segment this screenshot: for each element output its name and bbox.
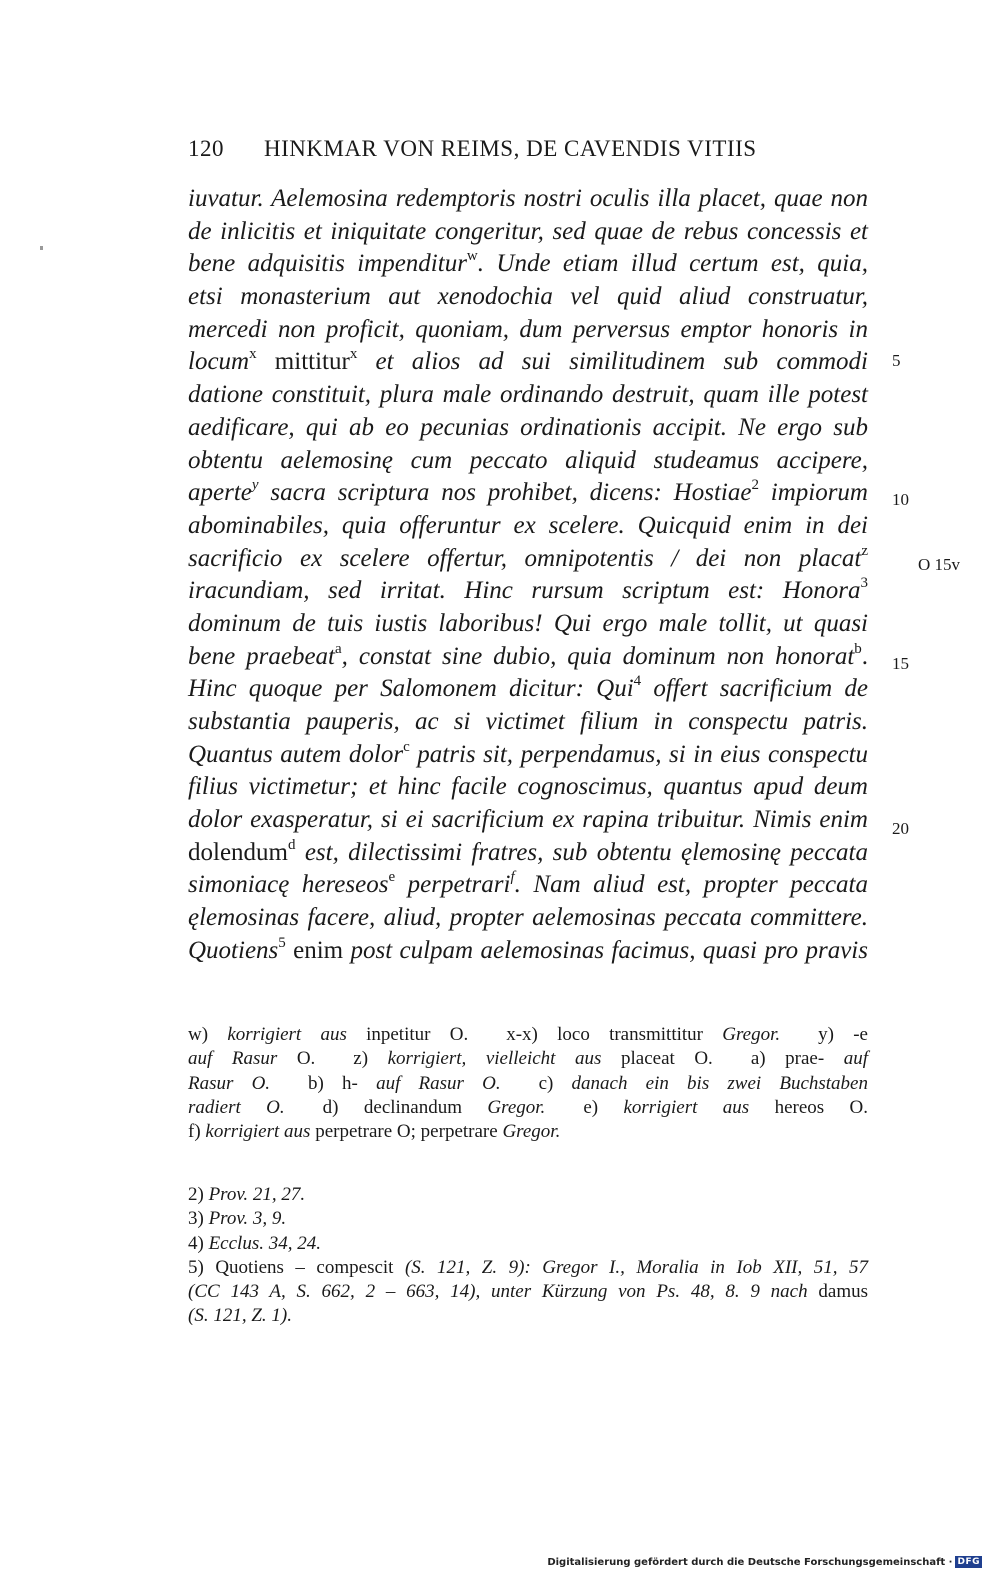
- line-text: de inlicitis et iniquitate congeritur, sed quae de rebus concessis et: [188, 217, 868, 245]
- apparatus-text: inpetitur O.: [346, 1024, 469, 1045]
- text-line: [188, 314, 868, 347]
- note-text: Prov. 21, 27.: [208, 1184, 306, 1205]
- apparatus-text: f): [188, 1121, 206, 1143]
- text-line: [188, 216, 868, 249]
- funding-footer: [547, 1556, 982, 1568]
- note-text: (S. 121, Z. 9): Gregor I., Moralia in Iob XII, 51, 57: [404, 1256, 868, 1278]
- apparatus-text: a) prae-: [750, 1048, 844, 1070]
- footnote-mark: 4: [633, 673, 642, 690]
- apparatus-mark: x: [249, 346, 257, 363]
- line-text: datione constituit, plura male ordinando destruit, quam ille potest: [188, 381, 868, 409]
- apparatus-text: hereos O.: [749, 1096, 869, 1118]
- note-number: 5) Quotiens – compescit: [188, 1256, 405, 1278]
- source-note-continued: [188, 1280, 868, 1304]
- line-text: .: [861, 642, 869, 670]
- source-notes: [188, 1183, 868, 1329]
- running-title: HINKMAR VON REIMS, DE CAVENDIS VITIIS: [264, 136, 757, 161]
- apparatus-mark: y: [251, 477, 259, 494]
- source-note: [188, 1256, 868, 1280]
- apparatus-text: korrigiert aus: [227, 1024, 347, 1045]
- apparatus-line: [188, 1120, 868, 1144]
- apparatus-text: d) declinandum: [322, 1096, 488, 1118]
- apparatus-mark: w: [466, 248, 478, 265]
- apparatus-line: [188, 1023, 868, 1047]
- apparatus-text: y) -e: [818, 1024, 868, 1045]
- line-text: mittitur: [256, 348, 350, 376]
- dfg-logo-icon: DFG: [957, 1557, 980, 1567]
- apparatus-text: auf Rasur O.: [376, 1072, 501, 1094]
- line-text: sacra scriptura nos prohibet, dicens: Hostiae: [258, 479, 752, 507]
- apparatus-text: b) h-: [308, 1072, 377, 1094]
- apparatus-text: O.: [277, 1048, 316, 1070]
- note-text: Ecclus. 34, 24.: [208, 1232, 321, 1254]
- line-text: bene adquisitis impenditur: [188, 250, 467, 278]
- text-line: [188, 183, 868, 216]
- text-line: [188, 477, 868, 510]
- text-line: [188, 869, 868, 902]
- note-text: (S. 121, Z. 1).: [188, 1305, 292, 1327]
- apparatus-text: korrigiert aus: [623, 1096, 750, 1118]
- funding-text: Digitalisierung gefördert durch die Deutsche Forschungsgemeinschaft ·: [547, 1556, 953, 1568]
- apparatus-text: w): [188, 1024, 228, 1045]
- text-line: [188, 379, 868, 412]
- text-line: [188, 902, 868, 935]
- line-number: 5: [892, 351, 901, 370]
- apparatus-mark: f: [510, 869, 515, 886]
- line-text: dolor exasperatur, si ei sacrificium ex rapina tribuitur. Nimis enim: [188, 806, 868, 834]
- line-text: dominum de tuis iustis laboribus! Qui ergo male tollit, ut quasi: [188, 609, 868, 637]
- line-text: perpetrari: [395, 871, 511, 899]
- line-text: locum: [188, 348, 250, 376]
- apparatus-text: Gregor.: [502, 1121, 561, 1143]
- critical-apparatus: [188, 1023, 868, 1144]
- text-line: [188, 575, 868, 608]
- line-text: iuvatur. Aelemosina redemptoris nostri oculis illa placet, quae non: [188, 185, 868, 212]
- apparatus-text: auf: [843, 1048, 869, 1070]
- apparatus-text: e): [583, 1096, 624, 1118]
- apparatus-text: korrigiert, vielleicht aus: [387, 1048, 602, 1070]
- apparatus-text: danach ein bis zwei Buchstaben: [571, 1072, 868, 1094]
- note-text: damus: [807, 1281, 868, 1303]
- footnote-mark: 2: [751, 477, 759, 494]
- apparatus-text: radiert O.: [188, 1096, 285, 1118]
- text-line: [188, 837, 868, 870]
- apparatus-text: Gregor.: [722, 1024, 781, 1045]
- text-line: [188, 248, 868, 281]
- apparatus-text: c): [538, 1072, 572, 1094]
- line-text: Quantus autem dolor: [188, 740, 404, 768]
- line-text: sacrificio ex scelere offertur, omnipotentis / dei non placat: [188, 544, 862, 572]
- apparatus-mark: d: [288, 836, 296, 853]
- line-text: et alios ad sui similitudinem sub commodi: [357, 348, 869, 376]
- apparatus-mark: x: [349, 346, 358, 363]
- line-text: , constat sine dubio, quia dominum non honorat: [341, 642, 855, 670]
- source-note: [188, 1232, 868, 1256]
- line-text: impiorum: [758, 479, 868, 507]
- line-text: mercedi non proficit, quoniam, dum perversus emptor honoris in: [188, 315, 868, 343]
- line-text: filius victimetur; et hinc facile cognoscimus, quantus apud deum: [188, 773, 868, 801]
- apparatus-text: auf Rasur: [188, 1048, 278, 1070]
- text-line: [188, 673, 868, 706]
- line-text: etsi monasterium aut xenodochia vel quid aliud construatur,: [188, 283, 868, 311]
- note-number: 4): [188, 1232, 209, 1254]
- apparatus-line: [188, 1047, 868, 1071]
- source-note-continued: [188, 1304, 868, 1328]
- line-text: est, dilectissimi fratres, sub obtentu ęlemosinę peccata: [295, 838, 868, 866]
- apparatus-mark: a: [335, 640, 342, 657]
- apparatus-text: Gregor.: [487, 1096, 546, 1118]
- apparatus-text: korrigiert aus: [205, 1121, 311, 1143]
- text-line: [188, 510, 868, 543]
- note-number: 3): [188, 1208, 209, 1230]
- line-text: Hinc quoque per Salomonem dicitur: Qui: [188, 675, 634, 703]
- source-note: [188, 1183, 868, 1207]
- line-text: simoniacę hereseos: [188, 871, 389, 899]
- apparatus-mark: e: [388, 869, 396, 886]
- folio-mark: O 15v: [918, 555, 961, 574]
- text-line: [188, 739, 868, 772]
- text-line: [188, 804, 868, 837]
- line-text: post culpam aelemosinas facimus, quasi pro pravis: [350, 936, 868, 964]
- text-line: [188, 771, 868, 804]
- line-text: aedificare, qui ab eo pecunias ordinationis accipit. Ne ergo sub: [188, 413, 868, 441]
- line-text: dolendum: [188, 838, 288, 866]
- line-text: bene praebeat: [188, 642, 335, 670]
- line-text: patris sit, perpendamus, si in eius conspectu: [409, 740, 869, 768]
- apparatus-text: placeat O.: [601, 1048, 713, 1070]
- text-line: [188, 641, 868, 674]
- line-text: aperte: [188, 479, 252, 507]
- line-text: Quotiens: [188, 936, 279, 964]
- apparatus-text: z): [353, 1048, 388, 1070]
- apparatus-mark: b: [854, 640, 862, 657]
- main-text: [188, 183, 868, 968]
- apparatus-text: perpetrare O; perpetrare: [310, 1121, 503, 1143]
- note-text: (CC 143 A, S. 662, 2 – 663, 14), unter Kürzung von Ps. 48, 8. 9 nach: [188, 1281, 808, 1303]
- text-line: [188, 935, 868, 968]
- line-text: obtentu aelemosinę cum peccato aliquid studeamus accipere,: [188, 446, 868, 474]
- apparatus-text: Rasur O.: [188, 1072, 271, 1094]
- text-line: [188, 608, 868, 641]
- line-text: enim: [285, 936, 351, 964]
- line-text: iracundiam, sed irritat. Hinc rursum scriptum est: Honora: [188, 577, 861, 605]
- line-text: abominabiles, quia offeruntur ex scelere. Quicquid enim in dei: [188, 511, 868, 539]
- footnote-mark: 3: [860, 575, 868, 592]
- text-line: [188, 543, 868, 576]
- apparatus-mark: c: [403, 738, 410, 755]
- text-line: [188, 706, 868, 739]
- scan-speck: [40, 246, 43, 250]
- apparatus-text: x-x) loco transmittitur: [506, 1024, 723, 1045]
- source-note: [188, 1207, 868, 1231]
- note-text: Prov. 3, 9.: [208, 1208, 287, 1230]
- footnote-mark: 5: [278, 934, 286, 951]
- apparatus-line: [188, 1096, 868, 1120]
- line-number: 20: [892, 819, 909, 838]
- note-number: 2): [188, 1184, 209, 1205]
- line-number: 10: [892, 490, 909, 509]
- text-line: [188, 281, 868, 314]
- line-number: 15: [892, 654, 909, 673]
- line-text: substantia pauperis, ac si victimet filium in conspectu patris.: [188, 708, 868, 735]
- line-text: . Nam aliud est, propter peccata: [514, 871, 868, 899]
- line-text: . Unde etiam illud certum est, quia,: [477, 250, 868, 278]
- text-line: [188, 412, 868, 445]
- line-text: offert sacrificium de: [641, 675, 869, 703]
- page-number: 120: [188, 136, 224, 161]
- text-line: [188, 445, 868, 478]
- line-text: ęlemosinas facere, aliud, propter aelemosinas peccata committere.: [188, 904, 868, 932]
- running-header: [188, 136, 868, 162]
- text-line: [188, 346, 868, 379]
- apparatus-mark: z: [861, 542, 868, 559]
- apparatus-line: [188, 1072, 868, 1096]
